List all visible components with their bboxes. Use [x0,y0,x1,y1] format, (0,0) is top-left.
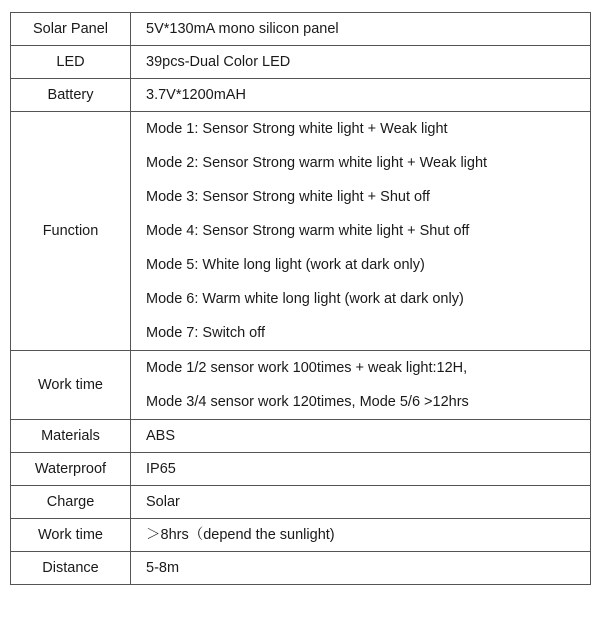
table-row-materials [11,420,591,453]
row-value [131,453,591,486]
work-time-line: Mode 1/2 sensor work 100times + weak light:12H, [146,360,468,376]
row-label: Materials [11,420,131,453]
row-value-text: IP65 [146,460,176,477]
row-value [131,519,591,552]
row-value-text: Solar [146,493,180,510]
function-mode-line: Mode 5: White long light (work at dark only) [146,257,425,273]
row-label: Solar Panel [11,13,131,46]
row-label: Distance [11,552,131,585]
work-time-line: Mode 3/4 sensor work 120times, Mode 5/6 >12hrs [146,394,469,410]
function-mode-line: Mode 6: Warm white long light (work at dark only) [146,291,464,307]
row-value-text: 5V*130mA mono silicon panel [146,20,339,37]
function-mode-line: Mode 3: Sensor Strong white light + Shut off [146,189,430,205]
row-label: Battery [11,79,131,112]
table-row-waterproof [11,453,591,486]
row-label: LED [11,46,131,79]
row-value [131,13,591,46]
table-row-solar-panel [11,13,591,46]
row-value-text: ABS [146,427,176,444]
table-row-work-time [11,351,591,420]
row-value [131,552,591,585]
row-value-text: 5-8m [146,559,180,576]
row-value [131,486,591,519]
row-value-text: ＞8hrs（depend the sunlight) [146,526,335,543]
table-row-battery [11,79,591,112]
row-label: Function [11,112,131,351]
function-mode-line: Mode 1: Sensor Strong white light + Weak light [146,121,448,137]
function-mode-line: Mode 4: Sensor Strong warm white light + Shut off [146,223,470,239]
function-mode-line: Mode 7: Switch off [146,325,266,341]
table-row-led [11,46,591,79]
spec-table [10,12,591,585]
function-mode-line: Mode 2: Sensor Strong warm white light + Weak light [146,155,488,171]
table-row-charge-time [11,519,591,552]
table-row-charge [11,486,591,519]
row-value-text: 3.7V*1200mAH [146,86,246,103]
row-value-text: 39pcs-Dual Color LED [146,53,291,70]
row-value [131,351,591,420]
row-label: Work time [11,519,131,552]
row-value [131,46,591,79]
row-label: Waterproof [11,453,131,486]
row-value [131,79,591,112]
row-value [131,112,591,351]
row-label: Work time [11,351,131,420]
row-value [131,420,591,453]
table-row-function [11,112,591,351]
table-row-distance [11,552,591,585]
row-label: Charge [11,486,131,519]
